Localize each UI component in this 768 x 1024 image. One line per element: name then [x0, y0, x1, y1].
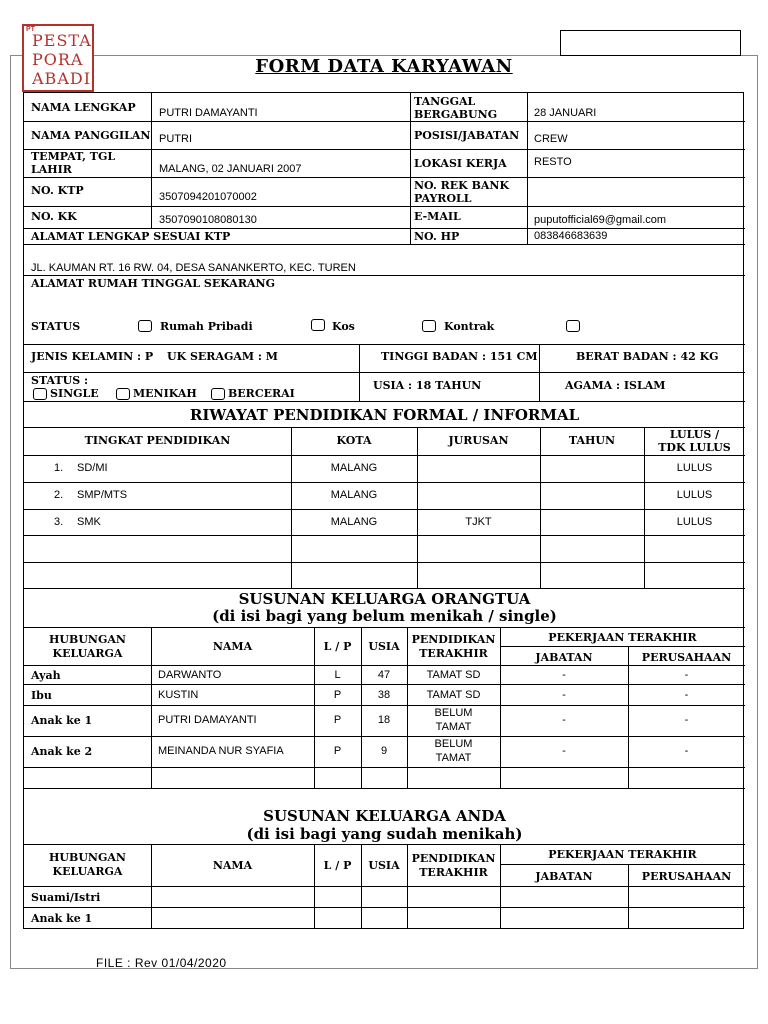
label-lokasi: LOKASI KERJA: [414, 157, 507, 170]
label-rumah-pribadi: Rumah Pribadi: [160, 320, 253, 333]
label-hp: NO. HP: [414, 230, 460, 243]
label-kk: NO. KK: [31, 210, 77, 223]
own-header-pekerjaan: PEKERJAAN TERAKHIR: [548, 848, 697, 861]
label-nama-lengkap: NAMA LENGKAP: [31, 101, 136, 114]
label-marital-status: STATUS :: [31, 374, 89, 387]
parents-row-1-jabatan: -: [562, 669, 566, 681]
edu-header-tingkat: TINGKAT PENDIDIKAN: [84, 434, 231, 447]
value-tinggi-badan: TINGGI BADAN : 151 CM: [381, 350, 538, 363]
checkbox-menikah[interactable]: [116, 388, 130, 400]
value-ttl[interactable]: MALANG, 02 JANUARI 2007: [159, 163, 302, 175]
own-row-2-hubungan: Anak ke 1: [31, 912, 93, 925]
parents-row-3-jabatan: -: [562, 714, 566, 726]
label-kos: Kos: [332, 320, 355, 333]
parents-row-2-hubungan: Ibu: [31, 689, 52, 702]
own-header-lp: L / P: [323, 859, 352, 872]
own-header-perusahaan: PERUSAHAAN: [641, 870, 732, 883]
parents-row-1-pendidikan: TAMAT SD: [426, 669, 481, 681]
parents-row-2-lp: P: [333, 689, 342, 701]
label-status-rumah: STATUS: [31, 320, 81, 333]
value-uk-seragam: UK SERAGAM : M: [167, 350, 278, 363]
parents-row-1-perusahaan: -: [684, 669, 689, 681]
parents-row-2-usia: 38: [377, 689, 391, 701]
label-tanggal-2: BERGABUNG: [414, 108, 498, 121]
value-tanggal-bergabung[interactable]: 28 JANUARI: [534, 107, 597, 119]
own-family-title: SUSUNAN KELUARGA ANDA: [263, 807, 506, 825]
checkbox-status-other[interactable]: [566, 320, 580, 332]
parents-row-3-pendidikan-2: TAMAT: [435, 721, 472, 733]
parents-row-3-usia: 18: [377, 714, 391, 726]
value-ktp[interactable]: 3507094201070002: [159, 191, 257, 203]
own-header-hubungan-2: KELUARGA: [52, 865, 123, 878]
edu-row-3-level: SMK: [77, 516, 101, 528]
parents-row-4-jabatan: -: [562, 745, 566, 757]
parents-row-4-lp: P: [333, 745, 342, 757]
parents-subtitle: (di isi bagi yang belum menikah / single): [212, 607, 557, 625]
parents-row-3-hubungan: Anak ke 1: [31, 714, 93, 727]
form-code-field[interactable]: [560, 30, 741, 56]
label-kontrak: Kontrak: [444, 320, 495, 333]
parents-row-2-jabatan: -: [562, 689, 566, 701]
label-rek-1: NO. REK BANK: [414, 179, 510, 192]
parents-row-4-pendidikan-2: TAMAT: [435, 752, 472, 764]
own-family-subtitle: (di isi bagi yang sudah menikah): [246, 825, 523, 843]
checkbox-single[interactable]: [33, 388, 47, 400]
value-agama: AGAMA : ISLAM: [565, 379, 666, 392]
edu-row-3-kota: MALANG: [330, 516, 378, 528]
parents-row-1-lp: L: [334, 669, 341, 681]
parents-row-3-perusahaan: -: [684, 714, 689, 726]
label-nama-panggilan: NAMA PANGGILAN: [31, 129, 151, 142]
edu-row-2-no: 2.: [54, 489, 64, 501]
edu-row-3-no: 3.: [54, 516, 64, 528]
checkbox-kos[interactable]: [311, 319, 325, 331]
parents-row-1-usia: 47: [377, 669, 391, 681]
value-berat-badan: BERAT BADAN : 42 KG: [576, 350, 719, 363]
edu-row-1-no: 1.: [54, 462, 64, 474]
label-alamat-rumah: ALAMAT RUMAH TINGGAL SEKARANG: [31, 277, 275, 290]
value-usia: USIA : 18 TAHUN: [373, 379, 482, 392]
own-header-nama: NAMA: [212, 859, 253, 872]
own-header-jabatan: JABATAN: [535, 870, 593, 883]
value-posisi[interactable]: CREW: [534, 133, 568, 145]
edu-header-kota: KOTA: [336, 434, 372, 447]
edu-header-lulus-2: TDK LULUS: [658, 441, 731, 454]
label-email: E-MAIL: [414, 210, 461, 223]
own-header-usia: USIA: [368, 859, 400, 872]
value-jenis-kelamin: JENIS KELAMIN : P: [31, 350, 154, 363]
value-alamat-ktp[interactable]: JL. KAUMAN RT. 16 RW. 04, DESA SANANKERTO, KEC. TUREN: [31, 262, 356, 274]
parents-header-perusahaan: PERUSAHAAN: [641, 651, 732, 664]
form-table: [23, 92, 744, 929]
parents-row-2-pendidikan: TAMAT SD: [426, 689, 481, 701]
label-posisi: POSISI/JABATAN: [414, 129, 520, 142]
parents-header-lp: L / P: [323, 640, 352, 653]
label-alamat-ktp: ALAMAT LENGKAP SESUAI KTP: [31, 230, 231, 243]
parents-row-3-pendidikan-1: BELUM: [434, 707, 473, 719]
label-menikah: MENIKAH: [133, 387, 197, 400]
edu-header-tahun: TAHUN: [568, 434, 616, 447]
parents-header-hubungan-1: HUBUNGAN: [49, 633, 126, 646]
parents-title: SUSUNAN KELUARGA ORANGTUA: [238, 590, 531, 608]
parents-row-4-usia: 9: [380, 745, 388, 757]
parents-header-hubungan-2: KELUARGA: [52, 647, 123, 660]
parents-header-pendidikan-1: PENDIDIKAN: [411, 633, 496, 646]
parents-header-pekerjaan: PEKERJAAN TERAKHIR: [548, 631, 697, 644]
parents-row-1-hubungan: Ayah: [31, 669, 61, 682]
parents-row-4-pendidikan-1: BELUM: [434, 738, 473, 750]
edu-row-2-lulus: LULUS: [676, 489, 713, 501]
own-row-1-hubungan: Suami/Istri: [31, 891, 101, 904]
logo-line-3: ABADI: [32, 69, 92, 88]
form-title: FORM DATA KARYAWAN: [255, 56, 513, 77]
parents-row-4-nama: MEINANDA NUR SYAFIA: [158, 745, 284, 757]
logo-line-2: PORA: [32, 50, 84, 69]
checkbox-kontrak[interactable]: [422, 320, 436, 332]
value-nama-panggilan[interactable]: PUTRI: [159, 133, 192, 145]
label-ktp: NO. KTP: [31, 184, 84, 197]
parents-row-3-nama: PUTRI DAMAYANTI: [158, 714, 257, 726]
value-email[interactable]: puputofficial69@gmail.com: [534, 214, 667, 226]
own-header-pendidikan-1: PENDIDIKAN: [411, 852, 496, 865]
own-header-hubungan-1: HUBUNGAN: [49, 851, 126, 864]
file-revision: FILE : Rev 01/04/2020: [96, 956, 227, 970]
logo-pt: PT: [26, 26, 35, 33]
edu-row-1-lulus: LULUS: [676, 462, 713, 474]
parents-row-1-nama: DARWANTO: [158, 669, 222, 681]
parents-row-4-hubungan: Anak ke 2: [31, 745, 93, 758]
checkbox-bercerai[interactable]: [211, 388, 225, 400]
label-rek-2: PAYROLL: [414, 192, 472, 205]
edu-row-1-kota: MALANG: [330, 462, 378, 474]
label-ttl-1: TEMPAT, TGL: [31, 150, 116, 163]
parents-row-4-perusahaan: -: [684, 745, 689, 757]
edu-row-3-jurusan: TJKT: [465, 516, 492, 528]
label-bercerai: BERCERAI: [228, 387, 295, 400]
value-nama-lengkap[interactable]: PUTRI DAMAYANTI: [159, 107, 258, 119]
parents-header-jabatan: JABATAN: [535, 651, 593, 664]
parents-header-nama: NAMA: [212, 640, 253, 653]
own-header-pendidikan-2: TERAKHIR: [419, 866, 488, 879]
parents-row-2-nama: KUSTIN: [158, 689, 199, 701]
edu-row-1-level: SD/MI: [77, 462, 108, 474]
checkbox-rumah-pribadi[interactable]: [138, 320, 152, 332]
edu-header-jurusan: JURUSAN: [448, 434, 509, 447]
value-lokasi[interactable]: RESTO: [534, 156, 572, 168]
edu-row-2-level: SMP/MTS: [77, 489, 128, 501]
value-kk[interactable]: 3507090108080130: [159, 214, 257, 226]
edu-row-2-kota: MALANG: [330, 489, 378, 501]
label-single: SINGLE: [50, 387, 99, 400]
edu-row-3-lulus: LULUS: [676, 516, 713, 528]
value-hp[interactable]: 083846683639: [534, 230, 608, 242]
label-ttl-2: LAHIR: [31, 163, 72, 176]
label-tanggal-1: TANGGAL: [414, 95, 476, 108]
parents-header-usia: USIA: [368, 640, 400, 653]
parents-row-2-perusahaan: -: [684, 689, 689, 701]
logo-line-1: PESTA: [32, 31, 92, 50]
parents-header-pendidikan-2: TERAKHIR: [419, 647, 488, 660]
edu-header-lulus-1: LULUS /: [669, 428, 720, 441]
education-title: RIWAYAT PENDIDIKAN FORMAL / INFORMAL: [189, 406, 580, 424]
parents-row-3-lp: P: [333, 714, 342, 726]
